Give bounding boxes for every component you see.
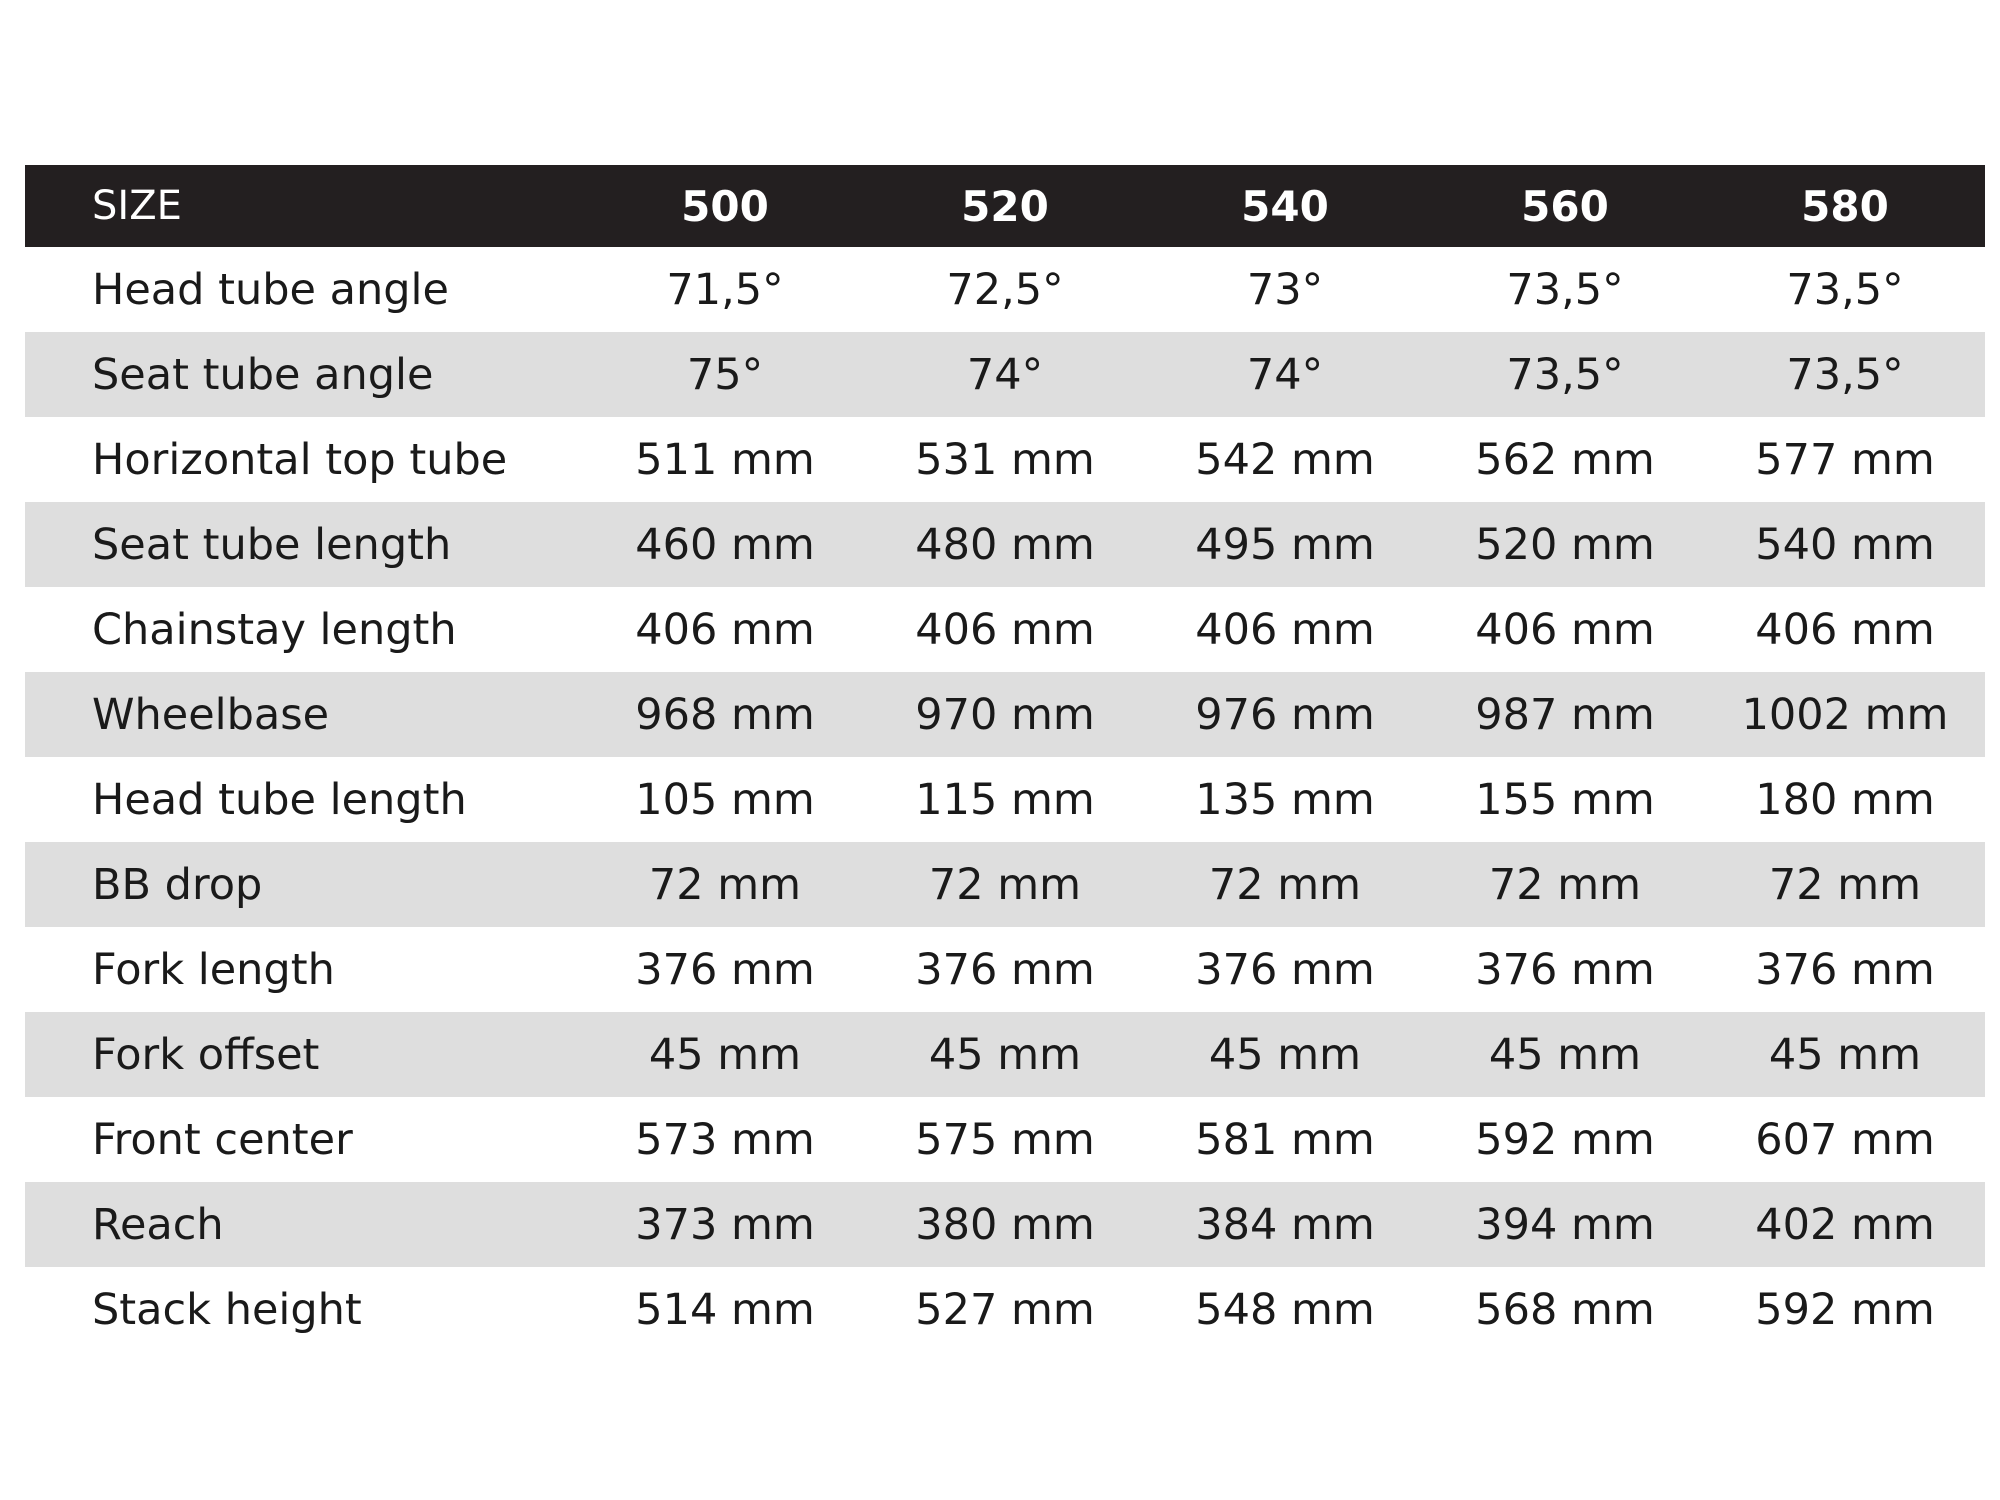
- table-cell: 376 mm: [635, 944, 815, 995]
- size-header: 580: [1801, 181, 1889, 231]
- table-cell: 71,5°: [666, 264, 784, 315]
- table-row: [25, 1267, 1985, 1352]
- table-row: [25, 332, 1985, 417]
- table-cell: 495 mm: [1195, 519, 1375, 570]
- table-cell: 520 mm: [1475, 519, 1655, 570]
- table-cell: 155 mm: [1475, 774, 1655, 825]
- table-cell: 73,5°: [1786, 349, 1904, 400]
- table-cell: 45 mm: [648, 1029, 802, 1080]
- table-cell: 45 mm: [1488, 1029, 1642, 1080]
- table-cell: 562 mm: [1475, 434, 1655, 485]
- table-row: [25, 842, 1985, 927]
- table-row: [25, 757, 1985, 842]
- table-cell: 531 mm: [915, 434, 1095, 485]
- row-label: Head tube angle: [92, 264, 449, 315]
- table-cell: 573 mm: [635, 1114, 815, 1165]
- table-cell: 542 mm: [1195, 434, 1375, 485]
- table-body: [25, 247, 1985, 1352]
- table-cell: 73°: [1246, 264, 1324, 315]
- row-label: Fork offset: [92, 1029, 320, 1080]
- table-row: [25, 247, 1985, 332]
- row-label: Fork length: [92, 944, 335, 995]
- size-header: 500: [681, 181, 769, 231]
- table-row: [25, 927, 1985, 1012]
- table-cell: 581 mm: [1195, 1114, 1375, 1165]
- table-cell: 577 mm: [1755, 434, 1935, 485]
- table-cell: 45 mm: [1208, 1029, 1362, 1080]
- table-cell: 180 mm: [1755, 774, 1935, 825]
- table-row: [25, 1097, 1985, 1182]
- table-row: [25, 587, 1985, 672]
- table-cell: 406 mm: [635, 604, 815, 655]
- table-row: [25, 1182, 1985, 1267]
- table-cell: 406 mm: [1755, 604, 1935, 655]
- table-cell: 72 mm: [928, 859, 1082, 910]
- table-row: [25, 672, 1985, 757]
- table-cell: 73,5°: [1506, 264, 1624, 315]
- row-label: Seat tube length: [92, 519, 452, 570]
- table-cell: 373 mm: [635, 1199, 815, 1250]
- table-cell: 548 mm: [1195, 1284, 1375, 1335]
- table-cell: 376 mm: [1475, 944, 1655, 995]
- row-label: Head tube length: [92, 774, 467, 825]
- table-row: [25, 502, 1985, 587]
- geometry-table: [25, 165, 1985, 1352]
- table-cell: 72 mm: [648, 859, 802, 910]
- table-cell: 511 mm: [635, 434, 815, 485]
- table-cell: 376 mm: [1755, 944, 1935, 995]
- table-cell: 527 mm: [915, 1284, 1095, 1335]
- size-header: 540: [1241, 181, 1329, 231]
- table-cell: 115 mm: [915, 774, 1095, 825]
- table-cell: 73,5°: [1786, 264, 1904, 315]
- table-cell: 135 mm: [1195, 774, 1375, 825]
- size-header-label: SIZE: [92, 183, 182, 229]
- table-cell: 968 mm: [635, 689, 815, 740]
- table-cell: 540 mm: [1755, 519, 1935, 570]
- size-header: 520: [961, 181, 1049, 231]
- table-cell: 406 mm: [915, 604, 1095, 655]
- table-cell: 74°: [1246, 349, 1324, 400]
- table-cell: 384 mm: [1195, 1199, 1375, 1250]
- row-label: Seat tube angle: [92, 349, 434, 400]
- size-header: 560: [1521, 181, 1609, 231]
- table-row: [25, 417, 1985, 502]
- table-cell: 987 mm: [1475, 689, 1655, 740]
- table-cell: 575 mm: [915, 1114, 1095, 1165]
- table-cell: 376 mm: [915, 944, 1095, 995]
- table-cell: 72,5°: [946, 264, 1064, 315]
- row-label: Front center: [92, 1114, 353, 1165]
- table-row: [25, 1012, 1985, 1097]
- table-cell: 45 mm: [928, 1029, 1082, 1080]
- table-cell: 976 mm: [1195, 689, 1375, 740]
- table-cell: 73,5°: [1506, 349, 1624, 400]
- row-label: Reach: [92, 1199, 224, 1250]
- table-cell: 75°: [686, 349, 764, 400]
- row-label: Stack height: [92, 1284, 362, 1335]
- table-cell: 402 mm: [1755, 1199, 1935, 1250]
- table-cell: 568 mm: [1475, 1284, 1655, 1335]
- row-label: Horizontal top tube: [92, 434, 508, 485]
- row-label: BB drop: [92, 859, 263, 910]
- table-cell: 592 mm: [1475, 1114, 1655, 1165]
- table-cell: 72 mm: [1208, 859, 1362, 910]
- table-cell: 970 mm: [915, 689, 1095, 740]
- row-label: Wheelbase: [92, 689, 330, 740]
- table-cell: 480 mm: [915, 519, 1095, 570]
- table-cell: 105 mm: [635, 774, 815, 825]
- table-cell: 514 mm: [635, 1284, 815, 1335]
- row-label: Chainstay length: [92, 604, 457, 655]
- table-cell: 376 mm: [1195, 944, 1375, 995]
- table-cell: 406 mm: [1475, 604, 1655, 655]
- table-cell: 1002 mm: [1741, 689, 1949, 740]
- table-cell: 45 mm: [1768, 1029, 1922, 1080]
- table-cell: 380 mm: [915, 1199, 1095, 1250]
- table-cell: 72 mm: [1488, 859, 1642, 910]
- table-cell: 592 mm: [1755, 1284, 1935, 1335]
- header-row: [25, 165, 1985, 247]
- table-cell: 74°: [966, 349, 1044, 400]
- table-cell: 394 mm: [1475, 1199, 1655, 1250]
- table-cell: 72 mm: [1768, 859, 1922, 910]
- table-cell: 406 mm: [1195, 604, 1375, 655]
- table-cell: 607 mm: [1755, 1114, 1935, 1165]
- table-cell: 460 mm: [635, 519, 815, 570]
